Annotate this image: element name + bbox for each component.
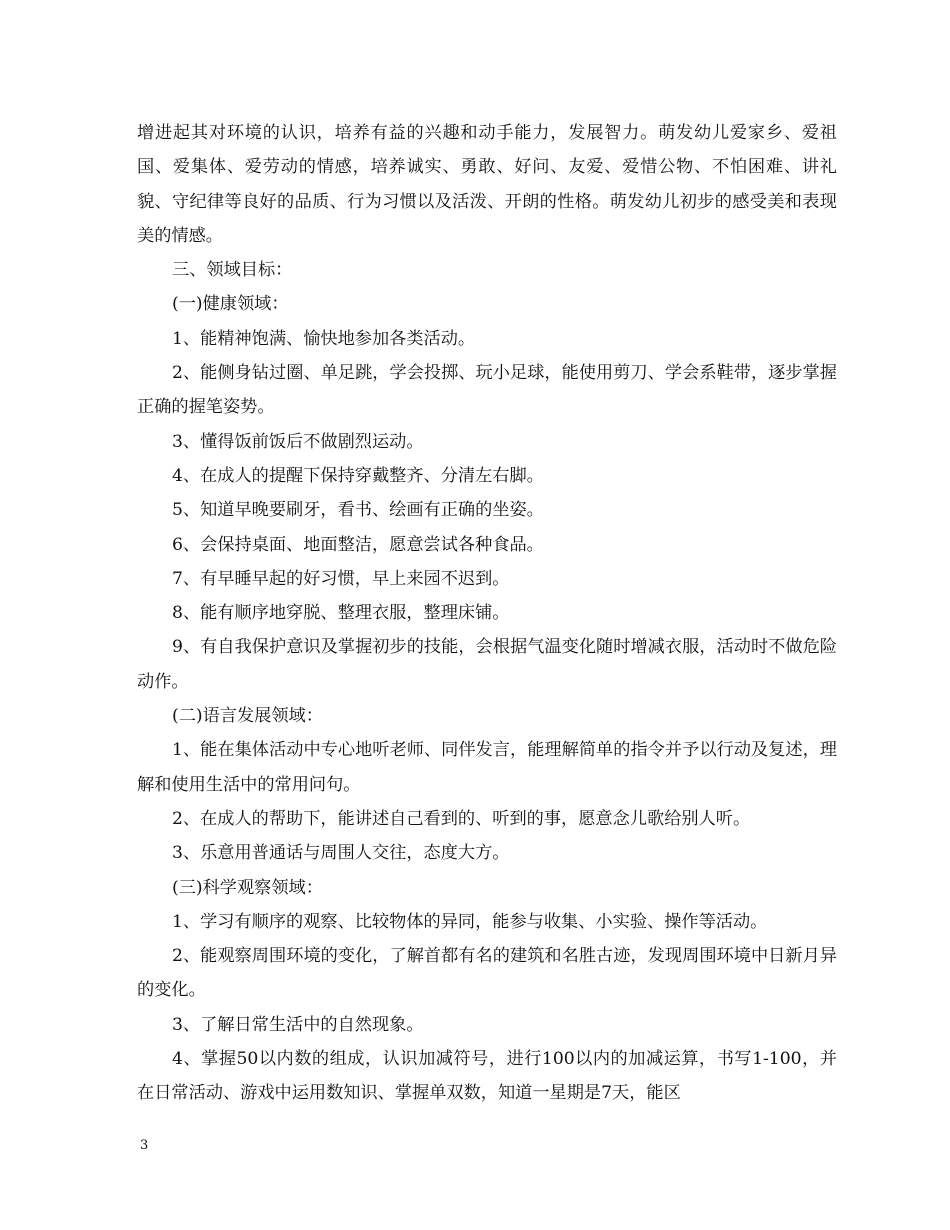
list-item: 3、乐意用普通话与周围人交往，态度大方。 <box>172 843 510 864</box>
document-body <box>137 116 837 1111</box>
list-item: 5、知道早晚要刷牙，看书、绘画有正确的坐姿。 <box>172 500 544 521</box>
section-heading-domain-goals: 三、领域目标： <box>172 260 293 281</box>
subheading-health: (一)健康领域： <box>172 294 289 315</box>
list-item: 6、会保持桌面、地面整洁，愿意尝试各种食品。 <box>172 534 544 555</box>
list-item: 1、能在集体活动中专心地听老师、同伴发言，能理解简单的指令并予以行动及复述，理解和使用生活中的常用问句。 <box>137 740 837 795</box>
list-item: 4、在成人的提醒下保持穿戴整齐、分清左右脚。 <box>172 465 544 486</box>
page-number: 3 <box>140 1138 149 1153</box>
subheading-language: (二)语言发展领域： <box>172 706 323 727</box>
list-item: 2、在成人的帮助下，能讲述自己看到的、听到的事，愿意念儿歌给别人听。 <box>172 808 751 829</box>
list-item: 8、能有顺序地穿脱、整理衣服，整理床铺。 <box>172 603 510 624</box>
list-item: 1、能精神饱满、愉快地参加各类活动。 <box>172 328 476 349</box>
list-item: 1、学习有顺序的观察、比较物体的异同，能参与收集、小实验、操作等活动。 <box>172 911 768 932</box>
list-item: 9、有自我保护意识及掌握初步的技能，会根据气温变化随时增减衣服，活动时不做危险动作。 <box>137 637 837 692</box>
list-item: 7、有早睡早起的好习惯，早上来园不迟到。 <box>172 568 510 589</box>
paragraph-continuation: 增进起其对环境的认识，培养有益的兴趣和动手能力，发展智力。萌发幼儿爱家乡、爱祖国、爱集体、爱劳动的情感，培养诚实、勇敢、好问、友爱、爱惜公物、不怕困难、讲礼貌、守纪律等良好的品质、行为习惯以及活泼、开朗的性格。萌发幼儿初步的感受美和表现美的情感。 <box>137 123 837 246</box>
list-item: 2、能观察周围环境的变化，了解首都有名的建筑和名胜古迹，发现周围环境中日新月异的变化。 <box>137 946 837 1001</box>
list-item: 4、掌握50以内数的组成，认识加减符号，进行100以内的加减运算，书写1-100，并在日常活动、游戏中运用数知识、掌握单双数，知道一星期是7天，能区 <box>137 1049 837 1104</box>
list-item: 3、懂得饭前饭后不做剧烈运动。 <box>172 431 424 452</box>
list-item: 2、能侧身钻过圈、单足跳，学会投掷、玩小足球，能使用剪刀、学会系鞋带，逐步掌握正确的握笔姿势。 <box>137 363 837 418</box>
subheading-science: (三)科学观察领域： <box>172 877 323 898</box>
list-item: 3、了解日常生活中的自然现象。 <box>172 1014 424 1035</box>
